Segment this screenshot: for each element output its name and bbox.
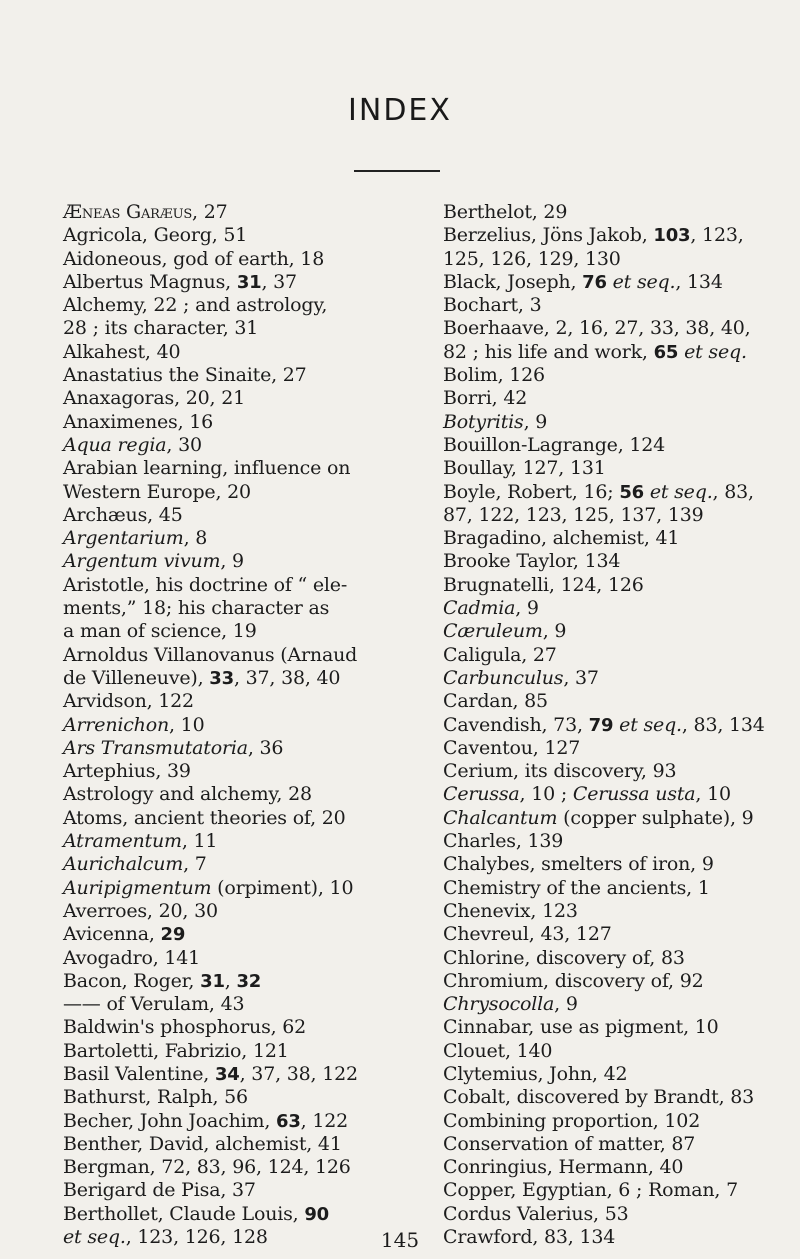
index-entry: [63, 737, 418, 760]
index-entry: [63, 1156, 418, 1179]
index-entry: [63, 201, 418, 224]
entry-text-segment: Crawford, 83, 134: [443, 1226, 616, 1249]
entry-text-segment: Auripigmentum: [63, 876, 212, 899]
entry-text-segment: , 9: [523, 410, 548, 433]
entry-text-segment: 82 ; his life and work,: [443, 340, 654, 363]
entry-text-segment: Western Europe, 20: [63, 480, 251, 503]
index-column-left: [63, 201, 418, 1249]
entry-text-segment: Becher, John Joachim,: [63, 1109, 277, 1132]
entry-text-segment: , 7: [183, 853, 207, 876]
index-entry: [63, 248, 418, 271]
entry-text-segment: Bathurst, Ralph, 56: [63, 1086, 248, 1109]
entry-text-segment: , 123, 126, 128: [125, 1226, 268, 1249]
entry-text-segment: , 10: [695, 783, 731, 806]
index-entry: [443, 1133, 788, 1156]
index-entry: [63, 387, 418, 410]
entry-text-segment: Cadmia: [443, 597, 516, 620]
entry-text-segment: , 9: [515, 597, 539, 620]
entry-text-segment: Caligula, 27: [443, 643, 557, 666]
entry-text-segment: Black, Joseph,: [443, 270, 583, 293]
entry-text-segment: Averroes, 20, 30: [63, 899, 218, 922]
index-entry: [63, 294, 418, 341]
index-entry: [443, 1086, 788, 1109]
entry-text-segment: Albertus Magnus,: [63, 270, 237, 293]
entry-text-segment: , 83, 134: [681, 713, 765, 736]
entry-text-segment: (orpiment), 10: [211, 876, 354, 899]
entry-text-segment: 31: [236, 271, 262, 293]
index-entry: [63, 783, 418, 806]
index-entry: [63, 900, 418, 923]
entry-text-segment: et seq.: [619, 713, 682, 736]
entry-text-segment: Aidoneous, god of earth, 18: [63, 247, 325, 270]
entry-text-segment: 76: [582, 271, 607, 293]
index-entry: [443, 690, 788, 713]
entry-text-segment: Cerium, its discovery, 93: [443, 760, 677, 783]
entry-text-segment: , 11: [181, 830, 218, 853]
entry-text-segment: , 37, 38, 40: [233, 666, 341, 689]
entry-text-segment: , 83,: [712, 480, 754, 503]
entry-text-segment: Botyritis: [443, 410, 524, 433]
index-entry: [63, 923, 418, 946]
entry-text-segment: Copper, Egyptian, 6 ; Roman, 7: [443, 1179, 738, 1202]
index-entry: [443, 807, 788, 830]
index-entry: [443, 550, 788, 573]
entry-continuation-line: [63, 597, 418, 620]
entry-continuation-line: [63, 620, 418, 643]
entry-text-segment: Bolim, 126: [443, 364, 545, 387]
entry-text-segment: Cavendish, 73,: [443, 713, 589, 736]
index-entry: [63, 1016, 418, 1039]
entry-text-segment: 28 ; its character, 31: [63, 317, 259, 340]
entry-text-segment: Clouet, 140: [443, 1039, 553, 1062]
entry-text-segment: Charles, 139: [443, 830, 564, 853]
index-entry: [63, 574, 418, 644]
entry-text-segment: de Villeneuve),: [63, 666, 210, 689]
index-entry: [443, 877, 788, 900]
index-entry: [443, 644, 788, 667]
entry-text-segment: Alchemy, 22 ; and astrology,: [63, 294, 328, 317]
entry-text-segment: , 36: [247, 736, 284, 759]
entry-text-segment: Argentarium: [63, 527, 184, 550]
index-entry: [63, 434, 418, 457]
index-entry: [63, 1040, 418, 1063]
entry-text-segment: Chalcantum: [443, 806, 558, 829]
entry-text-segment: 87, 122, 123, 125, 137, 139: [443, 503, 704, 526]
entry-text-segment: Caventou, 127: [443, 736, 581, 759]
index-entry: [443, 923, 788, 946]
index-entry: [443, 387, 788, 410]
entry-text-segment: 90: [304, 1203, 329, 1225]
index-entry: [443, 294, 788, 317]
entry-text-segment: ments,” 18; his character as: [63, 597, 330, 620]
index-entry: [443, 737, 788, 760]
entry-text-segment: Æneas Garæus: [63, 201, 193, 223]
entry-text-segment: , 8: [183, 527, 208, 550]
entry-text-segment: , 27: [192, 201, 228, 223]
entry-text-segment: Baldwin's phosphorus, 62: [63, 1016, 307, 1039]
index-entry: [63, 993, 418, 1016]
index-entry: [63, 807, 418, 830]
page-title: INDEX: [348, 93, 452, 128]
entry-continuation-line: [63, 317, 418, 340]
index-entry: [443, 900, 788, 923]
entry-text-segment: Avicenna,: [63, 923, 161, 946]
entry-text-segment: et seq.: [63, 1226, 126, 1249]
index-entry: [443, 527, 788, 550]
entry-text-segment: Conservation of matter, 87: [443, 1132, 696, 1155]
index-entry: [443, 620, 788, 643]
index-entry: [63, 644, 418, 691]
entry-text-segment: 125, 126, 129, 130: [443, 247, 621, 270]
index-entry: [63, 1179, 418, 1202]
index-entry: [443, 1063, 788, 1086]
entry-text-segment: Clytemius, John, 42: [443, 1062, 628, 1085]
entry-text-segment: Cerussa usta: [572, 783, 696, 806]
index-entry: [63, 690, 418, 713]
index-entry: [63, 271, 418, 294]
entry-text-segment: Ars Transmutatoria: [63, 736, 248, 759]
entry-text-segment: et seq.: [612, 270, 676, 293]
entry-text-segment: et seq.: [649, 480, 713, 503]
entry-text-segment: 103: [653, 225, 691, 247]
entry-text-segment: 65: [653, 341, 679, 363]
index-entry: [443, 317, 788, 364]
entry-text-segment: Bochart, 3: [443, 294, 542, 317]
index-entry: [63, 830, 418, 853]
entry-text-segment: Alkahest, 40: [63, 340, 181, 363]
entry-text-segment: Chrysocolla: [443, 993, 555, 1016]
entry-text-segment: 56: [619, 481, 644, 503]
entry-text-segment: Chemistry of the ancients, 1: [443, 876, 710, 899]
index-entry: [443, 574, 788, 597]
entry-text-segment: , 10: [169, 713, 205, 736]
entry-text-segment: , 37, 38, 122: [239, 1062, 358, 1085]
entry-continuation-line: [443, 248, 788, 271]
index-entry: [63, 760, 418, 783]
index-column-right: [443, 201, 788, 1249]
entry-text-segment: Cæruleum: [443, 620, 543, 643]
entry-continuation-line: [443, 504, 788, 527]
entry-text-segment: a man of science, 19: [63, 620, 257, 643]
index-entry: [443, 224, 788, 271]
entry-text-segment: Agricola, Georg, 51: [63, 224, 248, 247]
index-entry: [443, 970, 788, 993]
entry-text-segment: Artephius, 39: [63, 760, 191, 783]
entry-text-segment: 79: [588, 714, 614, 736]
index-entry: [443, 597, 788, 620]
index-entry: [63, 550, 418, 573]
entry-text-segment: 31: [200, 970, 225, 992]
entry-text-segment: Boyle, Robert, 16;: [443, 480, 620, 503]
index-entry: [63, 411, 418, 434]
entry-text-segment: Argentum vivum: [63, 550, 221, 573]
entry-text-segment: Cinnabar, use as pigment, 10: [443, 1016, 719, 1039]
index-entry: [443, 1110, 788, 1133]
entry-text-segment: Chalybes, smelters of iron, 9: [443, 853, 714, 876]
entry-text-segment: Archæus, 45: [63, 503, 183, 526]
index-entry: [443, 1156, 788, 1179]
index-entry: [443, 1203, 788, 1226]
entry-text-segment: , 30: [166, 433, 202, 456]
index-entry: [443, 411, 788, 434]
entry-text-segment: 63: [276, 1110, 301, 1132]
entry-text-segment: Cordus Valerius, 53: [443, 1202, 629, 1225]
index-entry: [443, 1179, 788, 1202]
index-entry: [443, 481, 788, 528]
entry-text-segment: Bacon, Roger,: [63, 969, 201, 992]
index-entry: [63, 853, 418, 876]
entry-text-segment: Bouillon-Lagrange, 124: [443, 433, 666, 456]
index-entry: [63, 457, 418, 504]
entry-text-segment: Boerhaave, 2, 16, 27, 33, 38, 40,: [443, 317, 751, 340]
index-entry: [63, 1203, 418, 1226]
entry-text-segment: Bragadino, alchemist, 41: [443, 527, 680, 550]
index-entry: [443, 201, 788, 224]
index-entry: [63, 1063, 418, 1086]
entry-text-segment: , 37: [563, 666, 599, 689]
entry-continuation-line: [443, 341, 788, 364]
entry-text-segment: Arrenichon: [63, 713, 169, 736]
entry-text-segment: , 10 ;: [519, 783, 573, 806]
entry-text-segment: Atoms, ancient theories of, 20: [63, 806, 346, 829]
entry-text-segment: Brugnatelli, 124, 126: [443, 573, 644, 596]
index-entry: [443, 783, 788, 806]
index-entry: [63, 364, 418, 387]
entry-text-segment: Chevreul, 43, 127: [443, 923, 612, 946]
entry-text-segment: , 9: [220, 550, 244, 573]
index-entry: [63, 1110, 418, 1133]
index-entry: [443, 434, 788, 457]
entry-text-segment: Arvidson, 122: [63, 690, 194, 713]
entry-text-segment: Conringius, Hermann, 40: [443, 1156, 684, 1179]
index-entry: [443, 1040, 788, 1063]
index-entry: [443, 714, 788, 737]
entry-text-segment: et seq.: [684, 340, 747, 363]
entry-text-segment: Astrology and alchemy, 28: [63, 783, 312, 806]
entry-text-segment: Berthollet, Claude Louis,: [63, 1202, 305, 1225]
entry-text-segment: Cardan, 85: [443, 690, 548, 713]
entry-text-segment: Cobalt, discovered by Brandt, 83: [443, 1086, 755, 1109]
entry-text-segment: Atramentum: [63, 830, 182, 853]
index-entry: [443, 271, 788, 294]
index-entry: [63, 341, 418, 364]
entry-text-segment: 33: [209, 667, 234, 689]
index-entry: [443, 667, 788, 690]
index-entry: [63, 1086, 418, 1109]
index-entry: [63, 527, 418, 550]
entry-text-segment: Bartoletti, Fabrizio, 121: [63, 1039, 289, 1062]
entry-text-segment: , 9: [554, 993, 578, 1016]
index-entry: [443, 1016, 788, 1039]
entry-text-segment: Carbunculus: [443, 666, 564, 689]
index-entry: [443, 853, 788, 876]
entry-text-segment: Aristotle, his doctrine of “ ele-: [63, 573, 348, 596]
index-entry: [63, 224, 418, 247]
entry-text-segment: Bergman, 72, 83, 96, 124, 126: [63, 1156, 351, 1179]
entry-text-segment: 29: [160, 924, 186, 946]
entry-text-segment: Cerussa: [443, 783, 520, 806]
index-entry: [63, 1133, 418, 1156]
entry-continuation-line: [63, 481, 418, 504]
entry-text-segment: Arabian learning, influence on: [63, 457, 351, 480]
index-entry: [443, 760, 788, 783]
entry-text-segment: Chlorine, discovery of, 83: [443, 946, 685, 969]
index-entry: [63, 947, 418, 970]
index-entry: [443, 993, 788, 1016]
page-number: 145: [380, 1228, 420, 1252]
entry-text-segment: (copper sulphate), 9: [557, 806, 754, 829]
entry-text-segment: Avogadro, 141: [63, 946, 201, 969]
entry-text-segment: Berigard de Pisa, 37: [63, 1179, 256, 1202]
entry-text-segment: , 37: [261, 270, 297, 293]
entry-text-segment: , 123,: [690, 224, 744, 247]
entry-text-segment: Chromium, discovery of, 92: [443, 969, 704, 992]
entry-text-segment: Berzelius, Jöns Jakob,: [443, 224, 654, 247]
title-rule: [354, 170, 440, 172]
index-entry: [63, 504, 418, 527]
index-entry: [63, 877, 418, 900]
entry-text-segment: Aurichalcum: [63, 853, 184, 876]
entry-text-segment: Combining proportion, 102: [443, 1109, 701, 1132]
entry-text-segment: Anaxagoras, 20, 21: [63, 387, 246, 410]
index-entry: [443, 830, 788, 853]
entry-text-segment: Anastatius the Sinaite, 27: [63, 364, 307, 387]
entry-continuation-line: [63, 667, 418, 690]
index-entry: [63, 714, 418, 737]
entry-text-segment: Anaximenes, 16: [63, 410, 214, 433]
entry-text-segment: , 134: [675, 270, 723, 293]
index-entry: [443, 947, 788, 970]
index-entry: [443, 364, 788, 387]
entry-text-segment: 34: [214, 1063, 240, 1085]
index-entry: [443, 457, 788, 480]
entry-text-segment: , 9: [542, 620, 567, 643]
index-entry: [63, 970, 418, 993]
entry-text-segment: Borri, 42: [443, 387, 528, 410]
entry-text-segment: Aqua regia: [63, 433, 167, 456]
entry-text-segment: Basil Valentine,: [63, 1062, 215, 1085]
entry-text-segment: Benther, David, alchemist, 41: [63, 1132, 342, 1155]
entry-text-segment: Arnoldus Villanovanus (Arnaud: [63, 643, 358, 666]
entry-text-segment: Boullay, 127, 131: [443, 457, 606, 480]
entry-text-segment: Chenevix, 123: [443, 899, 578, 922]
entry-text-segment: Brooke Taylor, 134: [443, 550, 621, 573]
entry-text-segment: —— of Verulam, 43: [63, 993, 245, 1016]
entry-text-segment: , 122: [300, 1109, 349, 1132]
entry-text-segment: ,: [224, 969, 237, 992]
entry-text-segment: Berthelot, 29: [443, 201, 568, 223]
entry-text-segment: 32: [236, 970, 262, 992]
